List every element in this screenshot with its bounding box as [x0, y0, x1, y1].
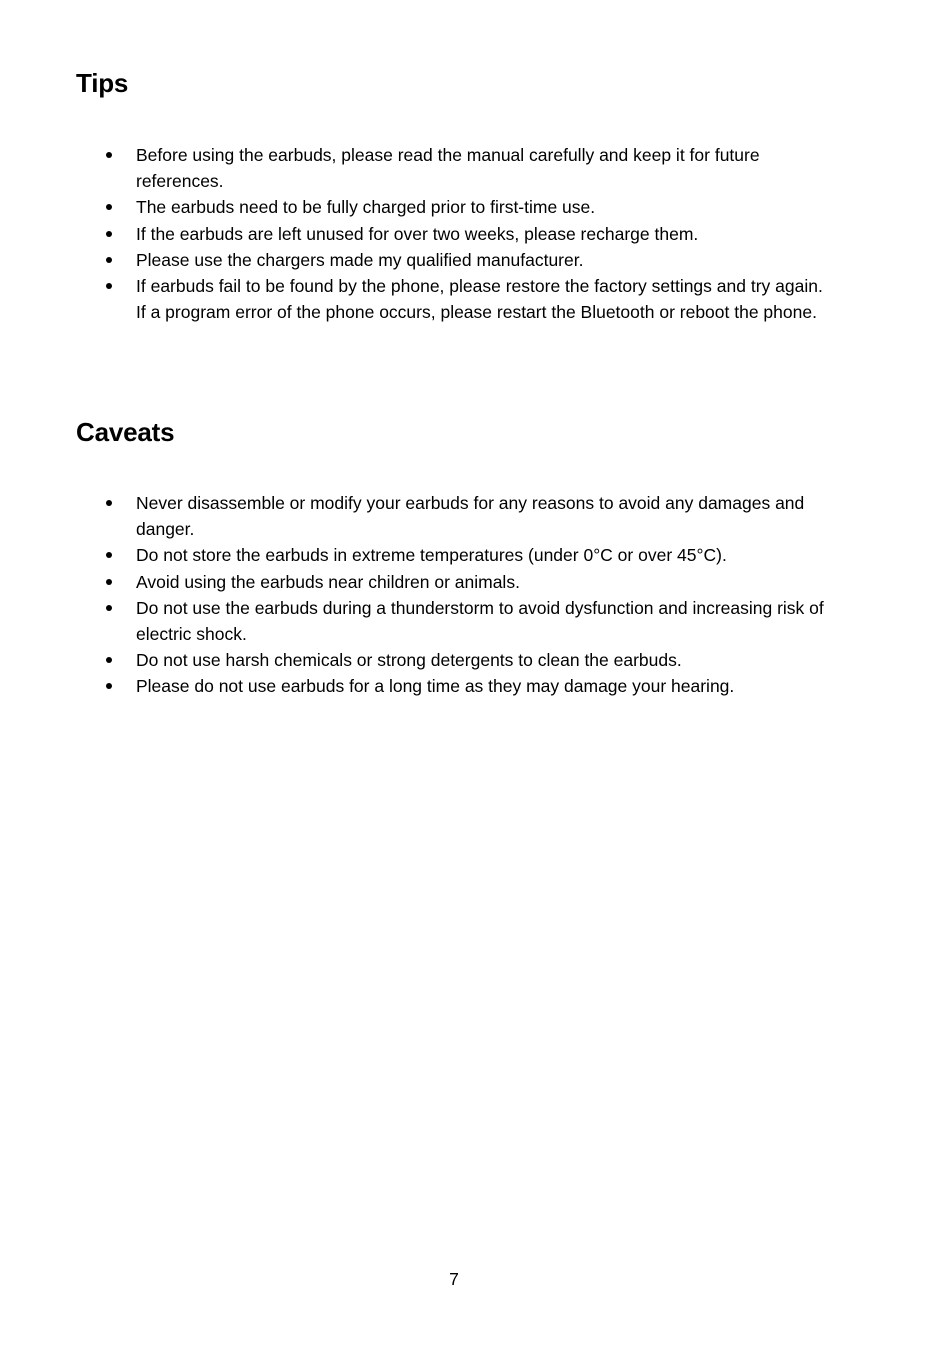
list-item-text: Do not use harsh chemicals or strong detergents to clean the earbuds.	[136, 650, 682, 671]
list-item	[0, 490, 836, 542]
list-item	[0, 247, 836, 273]
list-item	[0, 142, 836, 194]
caveats-heading: Caveats	[76, 417, 175, 447]
list-item-text: Please use the chargers made my qualified manufacturer.	[136, 249, 584, 270]
list-item-text: Never disassemble or modify your earbuds for any reasons to avoid any damages and danger.	[136, 493, 805, 540]
list-item	[0, 273, 836, 325]
list-item	[0, 569, 836, 595]
list-item-text: If earbuds fail to be found by the phone, please restore the factory settings and try again. If a program error of the phone occurs, please restart the Bluetooth or reboot the phone.	[136, 276, 823, 323]
list-item	[0, 595, 836, 647]
list-item-text: If the earbuds are left unused for over two weeks, please recharge them.	[136, 223, 699, 244]
list-item-text: The earbuds need to be fully charged prior to first-time use.	[136, 197, 596, 218]
bullet-icon	[106, 683, 112, 689]
bullet-icon	[106, 204, 112, 210]
bullet-icon	[106, 152, 112, 158]
tips-list	[0, 142, 950, 325]
caveats-list	[0, 490, 950, 700]
list-item-text: Please do not use earbuds for a long time as they may damage your hearing.	[136, 676, 735, 697]
list-item-text: Avoid using the earbuds near children or animals.	[136, 571, 520, 592]
bullet-icon	[106, 257, 112, 263]
bullet-icon	[106, 657, 112, 663]
list-item	[0, 673, 836, 699]
bullet-icon	[106, 231, 112, 237]
bullet-icon	[106, 579, 112, 585]
tips-heading: Tips	[76, 68, 129, 98]
list-item	[0, 194, 836, 220]
bullet-icon	[106, 283, 112, 289]
list-item-text: Before using the earbuds, please read the manual carefully and keep it for future references.	[136, 145, 760, 192]
bullet-icon	[106, 605, 112, 611]
list-item	[0, 542, 836, 568]
list-item-text: Do not use the earbuds during a thunderstorm to avoid dysfunction and increasing risk of electric shock.	[136, 597, 824, 645]
list-item	[0, 647, 836, 673]
list-item-text: Do not store the earbuds in extreme temperatures (under 0°C or over 45°C).	[136, 545, 727, 566]
list-item	[0, 221, 836, 247]
bullet-icon	[106, 552, 112, 558]
page-number: 7	[449, 1269, 459, 1289]
bullet-icon	[106, 500, 112, 506]
